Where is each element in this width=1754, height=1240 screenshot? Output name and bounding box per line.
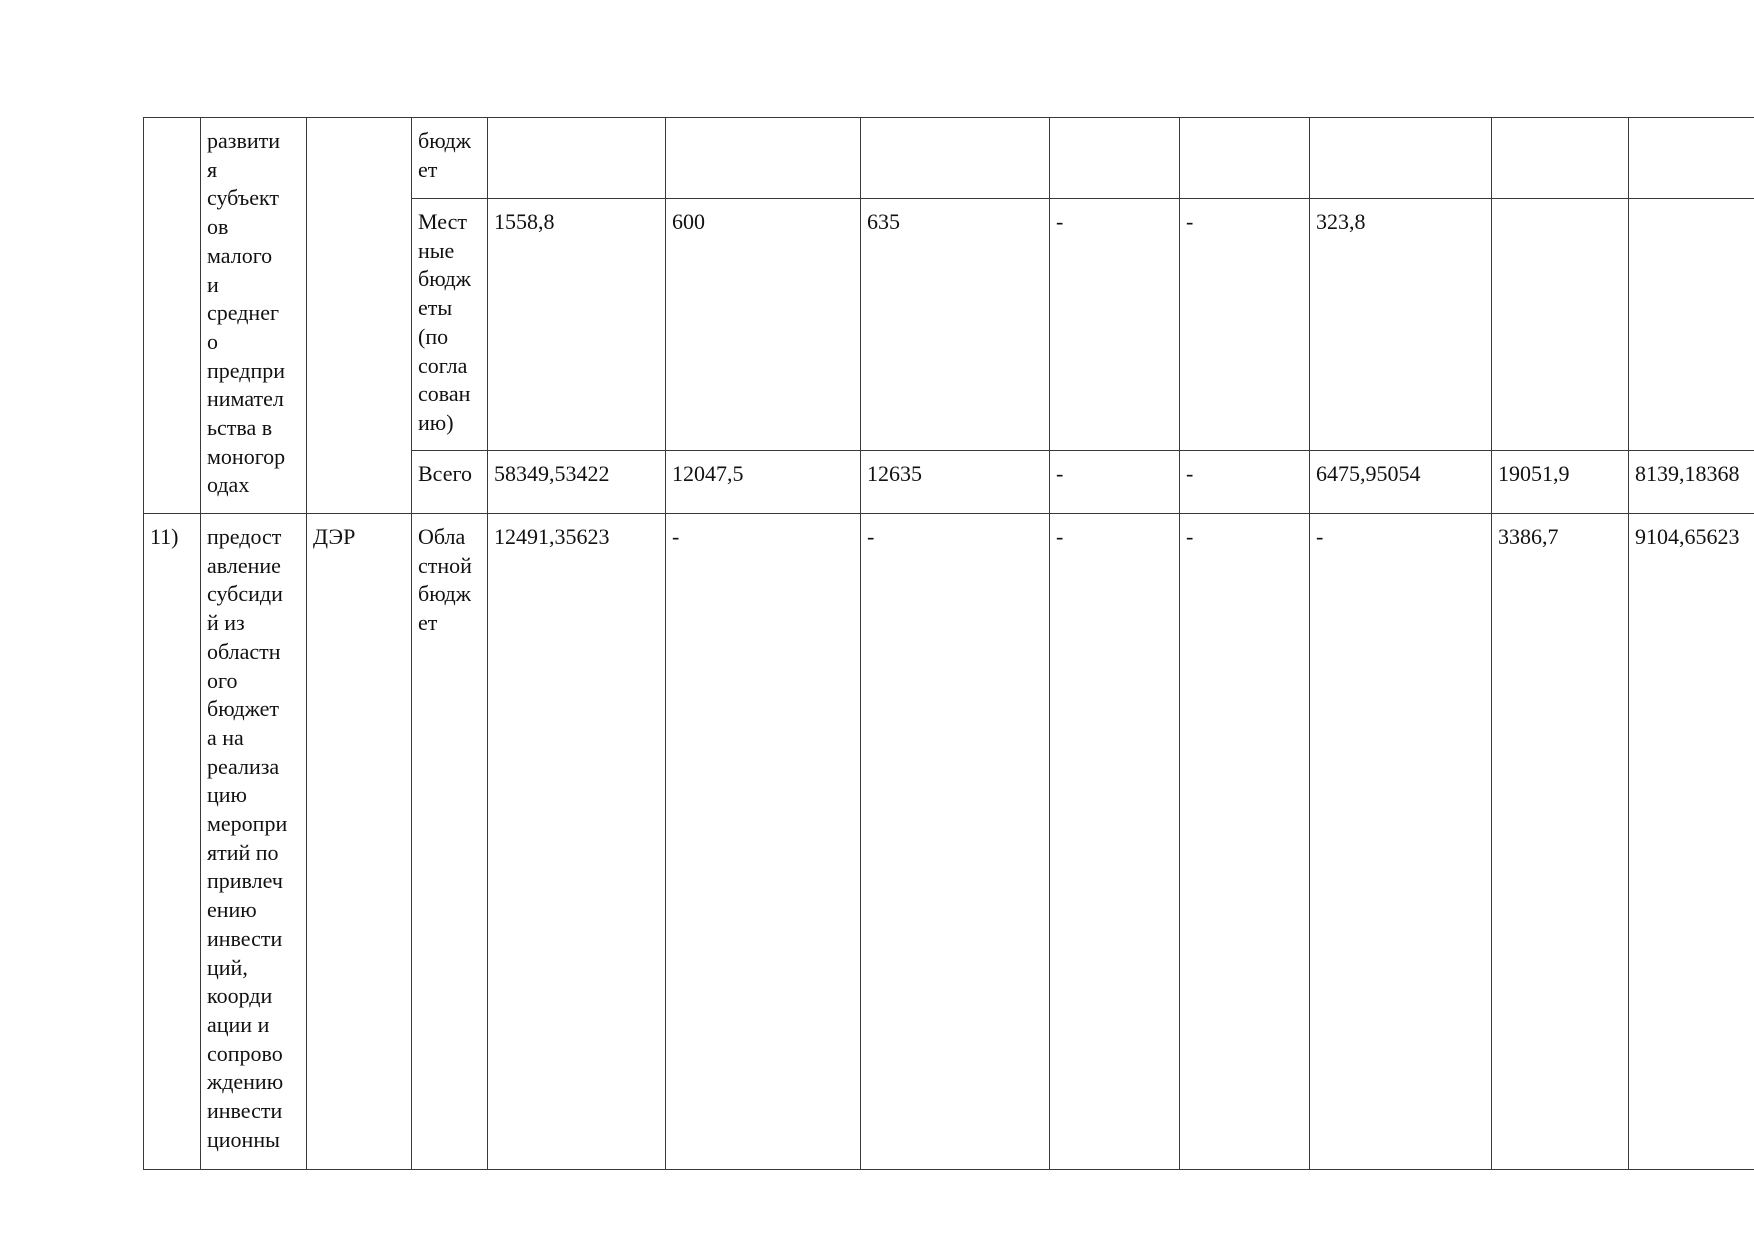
funding-source-line: согла xyxy=(418,352,468,378)
funding-source-cell xyxy=(412,118,488,199)
budget-table xyxy=(143,117,1754,1170)
measure-name-line: субсиди xyxy=(207,581,283,607)
measure-name-line: ов xyxy=(207,214,229,240)
value-cell xyxy=(1050,118,1180,199)
measure-name-line: среднег xyxy=(207,300,279,326)
funding-source-line: бюдж xyxy=(418,128,471,153)
measure-name-cell xyxy=(201,514,307,1170)
value-cell: 12635 xyxy=(861,451,1050,514)
measure-name-line: коорди xyxy=(207,983,273,1009)
funding-source-line: ию) xyxy=(418,409,454,435)
executor-cell xyxy=(307,118,412,514)
measure-name-line: а на xyxy=(207,724,244,750)
value-cell xyxy=(1492,199,1629,451)
value-cell xyxy=(1180,118,1310,199)
funding-source-line: еты xyxy=(418,295,453,321)
value-cell: - xyxy=(1050,514,1180,1170)
table-row xyxy=(144,118,1754,199)
measure-name-line: реализа xyxy=(207,753,280,779)
measure-name-line: предост xyxy=(207,524,282,549)
value-cell: 1558,8 xyxy=(488,199,666,451)
table-row xyxy=(144,514,1754,1170)
value-cell: - xyxy=(1180,514,1310,1170)
funding-source-line: (по xyxy=(418,323,449,349)
value-cell: - xyxy=(1310,514,1492,1170)
measure-name-line: субъект xyxy=(207,185,279,211)
funding-source-line: бюдж xyxy=(418,581,471,607)
value-cell: 3386,7 xyxy=(1492,514,1629,1170)
value-cell: - xyxy=(1180,199,1310,451)
measure-name-line: ению xyxy=(207,897,257,923)
funding-source-line: Мест xyxy=(418,209,467,234)
value-cell: 58349,53422 xyxy=(488,451,666,514)
funding-source-line: бюдж xyxy=(418,266,471,292)
value-cell xyxy=(1492,118,1629,199)
value-cell: - xyxy=(666,514,861,1170)
measure-name-line: бюджет xyxy=(207,696,279,722)
item-number: 11) xyxy=(150,524,179,549)
funding-source-line: ные xyxy=(418,237,455,263)
measure-name-line: привлеч xyxy=(207,868,283,894)
value-cell xyxy=(488,118,666,199)
measure-name-line: развити xyxy=(207,128,281,153)
measure-name-line: о xyxy=(207,328,218,354)
measure-name-line: сопрово xyxy=(207,1040,283,1066)
executor: ДЭР xyxy=(313,524,356,549)
measure-name-line: инвести xyxy=(207,925,283,951)
measure-name-line: ации и xyxy=(207,1011,270,1037)
measure-name-line: областн xyxy=(207,638,281,664)
executor-cell xyxy=(307,514,412,1170)
value-cell: 12491,35623 xyxy=(488,514,666,1170)
value-cell xyxy=(1629,118,1754,199)
measure-name-line: нимател xyxy=(207,386,284,412)
measure-name-line: меропри xyxy=(207,811,288,837)
value-cell: - xyxy=(1050,451,1180,514)
value-cell: 635 xyxy=(861,199,1050,451)
value-cell: 8139,18368 xyxy=(1629,451,1754,514)
item-number-cell xyxy=(144,118,201,514)
funding-source-line: сован xyxy=(418,381,471,407)
value-cell: 19051,9 xyxy=(1492,451,1629,514)
measure-name-line: й из xyxy=(207,610,245,636)
funding-source-line: стной xyxy=(418,552,472,578)
measure-name-line: малого xyxy=(207,242,273,268)
measure-name-line: ятий по xyxy=(207,839,279,865)
value-cell: 6475,95054 xyxy=(1310,451,1492,514)
item-number-cell xyxy=(144,514,201,1170)
funding-source-line: ет xyxy=(418,156,438,182)
measure-name-line: авление xyxy=(207,552,281,578)
measure-name-line: я xyxy=(207,156,218,182)
value-cell: 600 xyxy=(666,199,861,451)
value-cell: 323,8 xyxy=(1310,199,1492,451)
funding-source-line: Обла xyxy=(418,524,466,549)
funding-source-cell xyxy=(412,514,488,1170)
measure-name-line: ций, xyxy=(207,954,248,980)
measure-name-line: ционны xyxy=(207,1126,280,1152)
value-cell: - xyxy=(1050,199,1180,451)
measure-name-line: ьства в xyxy=(207,415,273,441)
measure-name-line: и xyxy=(207,271,219,297)
measure-name-line: инвести xyxy=(207,1098,283,1124)
funding-source-cell xyxy=(412,451,488,514)
measure-name-line: цию xyxy=(207,782,247,808)
value-cell xyxy=(666,118,861,199)
funding-source-line: Всего xyxy=(418,461,472,486)
value-cell xyxy=(1629,199,1754,451)
value-cell xyxy=(861,118,1050,199)
value-cell: - xyxy=(861,514,1050,1170)
measure-name-cell xyxy=(201,118,307,514)
funding-source-line: ет xyxy=(418,610,438,636)
value-cell: 9104,65623 xyxy=(1629,514,1754,1170)
measure-name-line: одах xyxy=(207,472,250,498)
value-cell: - xyxy=(1180,451,1310,514)
value-cell: 12047,5 xyxy=(666,451,861,514)
measure-name-line: моногор xyxy=(207,443,286,469)
funding-source-cell xyxy=(412,199,488,451)
measure-name-line: ждению xyxy=(207,1069,284,1095)
value-cell xyxy=(1310,118,1492,199)
measure-name-line: ого xyxy=(207,667,238,693)
measure-name-line: предпри xyxy=(207,357,285,383)
